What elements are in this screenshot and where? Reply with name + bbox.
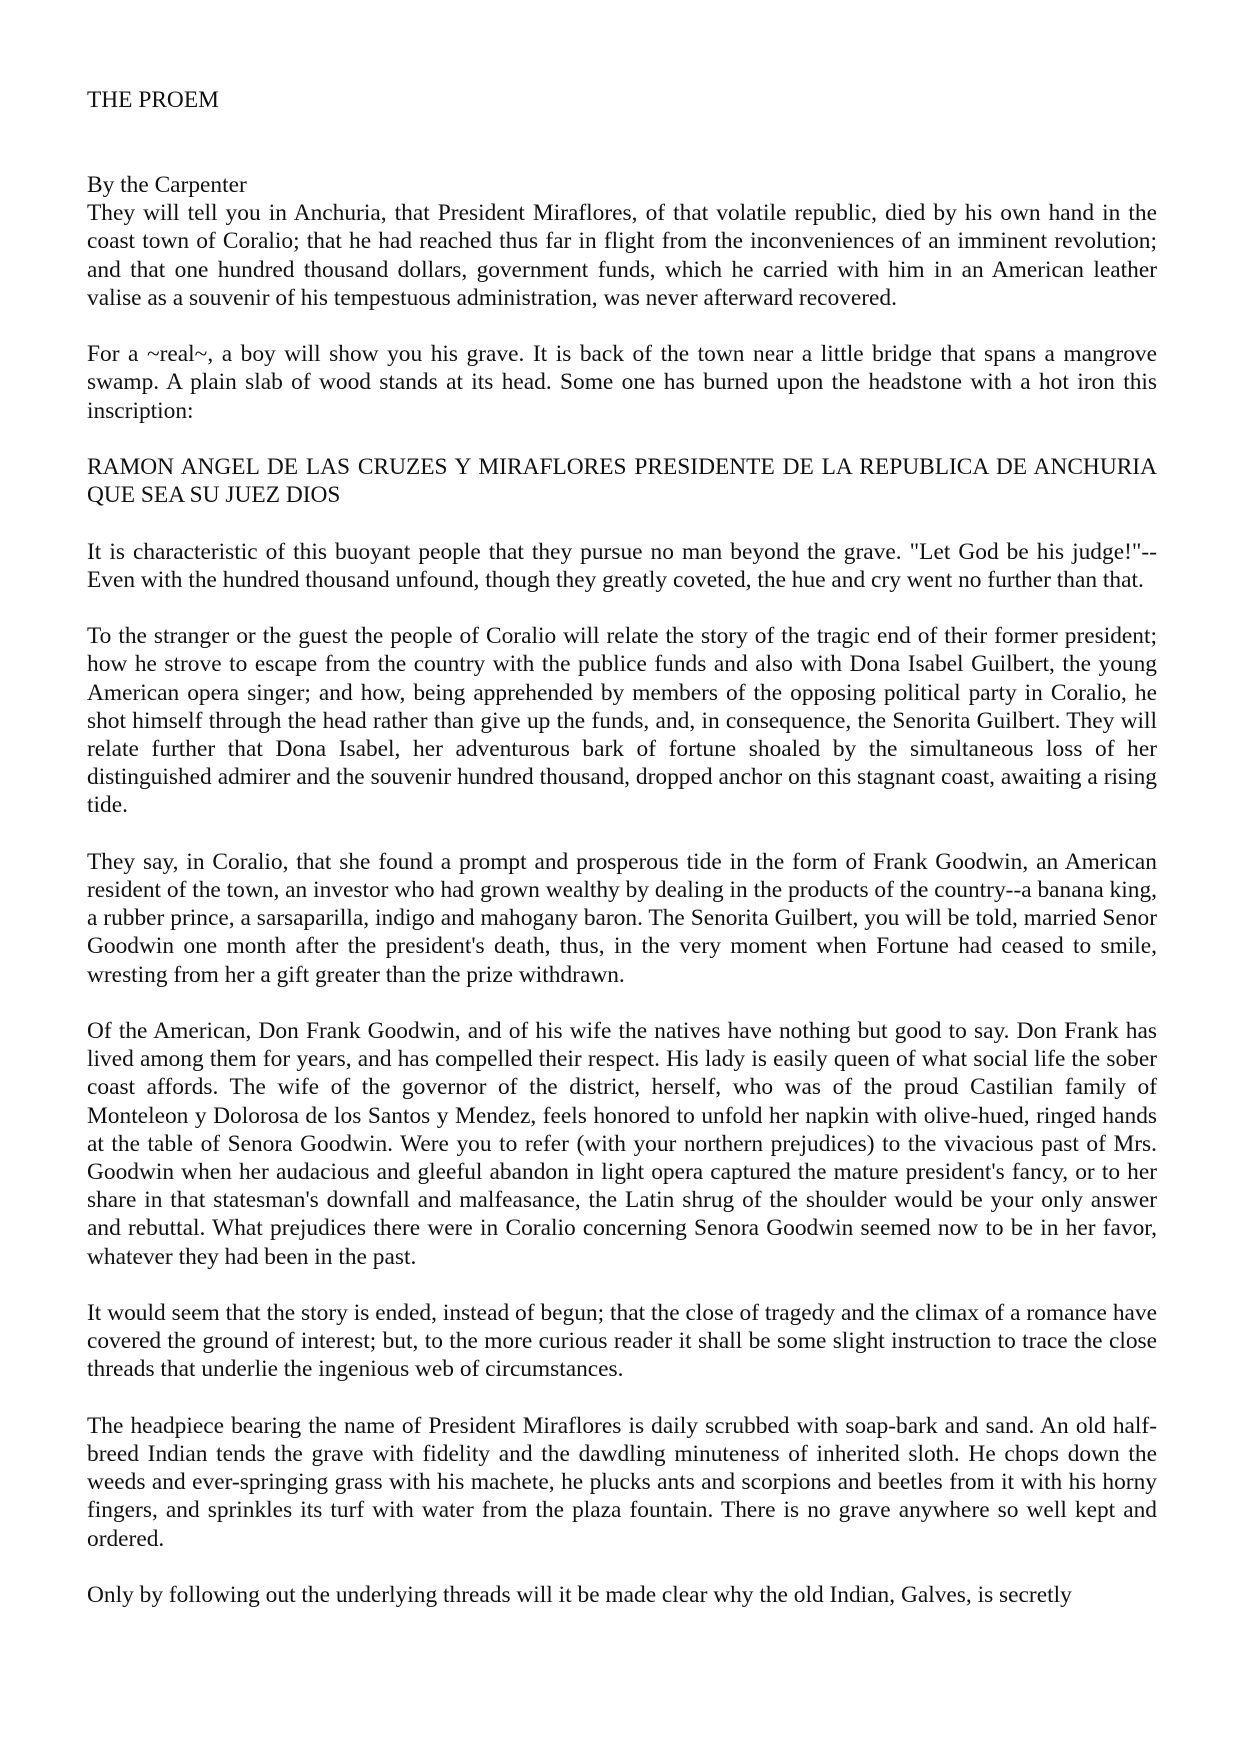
paragraph-9: The headpiece bearing the name of President Miraflores is daily scrubbed with soap-bark and sand. An old half-breed Indian tends the grave with fidelity and the dawdling minuteness of inherited sloth. He chops down the weeds and ever-springing grass with his machete, he plucks ants and scorpions and beetles from it with his horny fingers, and sprinkles its turf with water from the plaza fountain. There is no grave anywhere so well kept and ordered.	[87, 1412, 1157, 1552]
paragraph-5: To the stranger or the guest the people of Coralio will relate the story of the tragic end of their former president; how he strove to escape from the country with the publice funds and also with Dona Isabel Guilbert, the young American opera singer; and how, being apprehended by members of the opposing political party in Coralio, he shot himself through the head rather than give up the funds, and, in consequence, the Senorita Guilbert. They will relate further that Dona Isabel, her adventurous bark of fortune shoaled by the simultaneous loss of her distinguished admirer and the souvenir hundred thousand, dropped anchor on this stagnant coast, awaiting a rising tide.	[87, 623, 1158, 819]
paragraph-8: It would seem that the story is ended, instead of begun; that the close of tragedy and the climax of a romance have covered the ground of interest; but, to the more curious reader it shall be some slight instruction to trace the close threads that underlie the ingenious web of circumstances.	[87, 1300, 1157, 1383]
paragraph-10: Only by following out the underlying threads will it be made clear why the old Indian, Galves, is secretly	[87, 1582, 1072, 1609]
paragraph-1: They will tell you in Anchuria, that President Miraflores, of that volatile republic, died by his own hand in the coast town of Coralio; that he had reached thus far in flight from the inconveniences of an imminent revolution; and that one hundred thousand dollars, government funds, which he carried with him in an American leather valise as a souvenir of his tempestuous administration, was never afterward recovered.	[87, 200, 1157, 311]
chapter-title: THE PROEM	[87, 87, 219, 113]
chapter-body	[87, 171, 1157, 1637]
paragraph-inscription: RAMON ANGEL DE LAS CRUZES Y MIRAFLORES PRESIDENTE DE LA REPUBLICA DE ANCHURIA QUE SEA SU JUEZ DIOS	[87, 454, 1157, 509]
paragraph-6: They say, in Coralio, that she found a prompt and prosperous tide in the form of Frank Goodwin, an American resident of the town, an investor who had grown wealthy by dealing in the products of the country--a banana king, a rubber prince, a sarsaparilla, indigo and mahogany baron. The Senorita Guilbert, you will be told, married Senor Goodwin one month after the president's death, thus, in the very moment when Fortune had ceased to smile, wresting from her a gift greater than the prize withdrawn.	[87, 848, 1157, 988]
paragraph-4: It is characteristic of this buoyant people that they pursue no man beyond the grave. "Let God be his judge!"--Even with the hundred thousand unfound, though they greatly coveted, the hue and cry went no further than that.	[87, 538, 1157, 593]
chapter-subtitle: By the Carpenter	[87, 172, 247, 198]
paragraph-7: Of the American, Don Frank Goodwin, and of his wife the natives have nothing but good to say. Don Frank has lived among them for years, and has compelled their respect. His lady is easily queen of what social life the sober coast affords. The wife of the governor of the district, herself, who was of the proud Castilian family of Monteleon y Dolorosa de los Santos y Mendez, feels honored to unfold her napkin with olive-hued, ringed hands at the table of Senora Goodwin. Were you to refer (with your northern prejudices) to the vivacious past of Mrs. Goodwin when her audacious and gleeful abandon in light opera captured the mature president's fancy, or to her share in that statesman's downfall and malfeasance, the Latin shrug of the shoulder would be your only answer and rebuttal. What prejudices there were in Coralio concerning Senora Goodwin seemed now to be in her favor, whatever they had been in the past.	[87, 1018, 1157, 1270]
paragraph-2: For a ~real~, a boy will show you his grave. It is back of the town near a little bridge that spans a mangrove swamp. A plain slab of wood stands at its head. Some one has burned upon the headstone with a hot iron this inscription:	[87, 341, 1157, 424]
